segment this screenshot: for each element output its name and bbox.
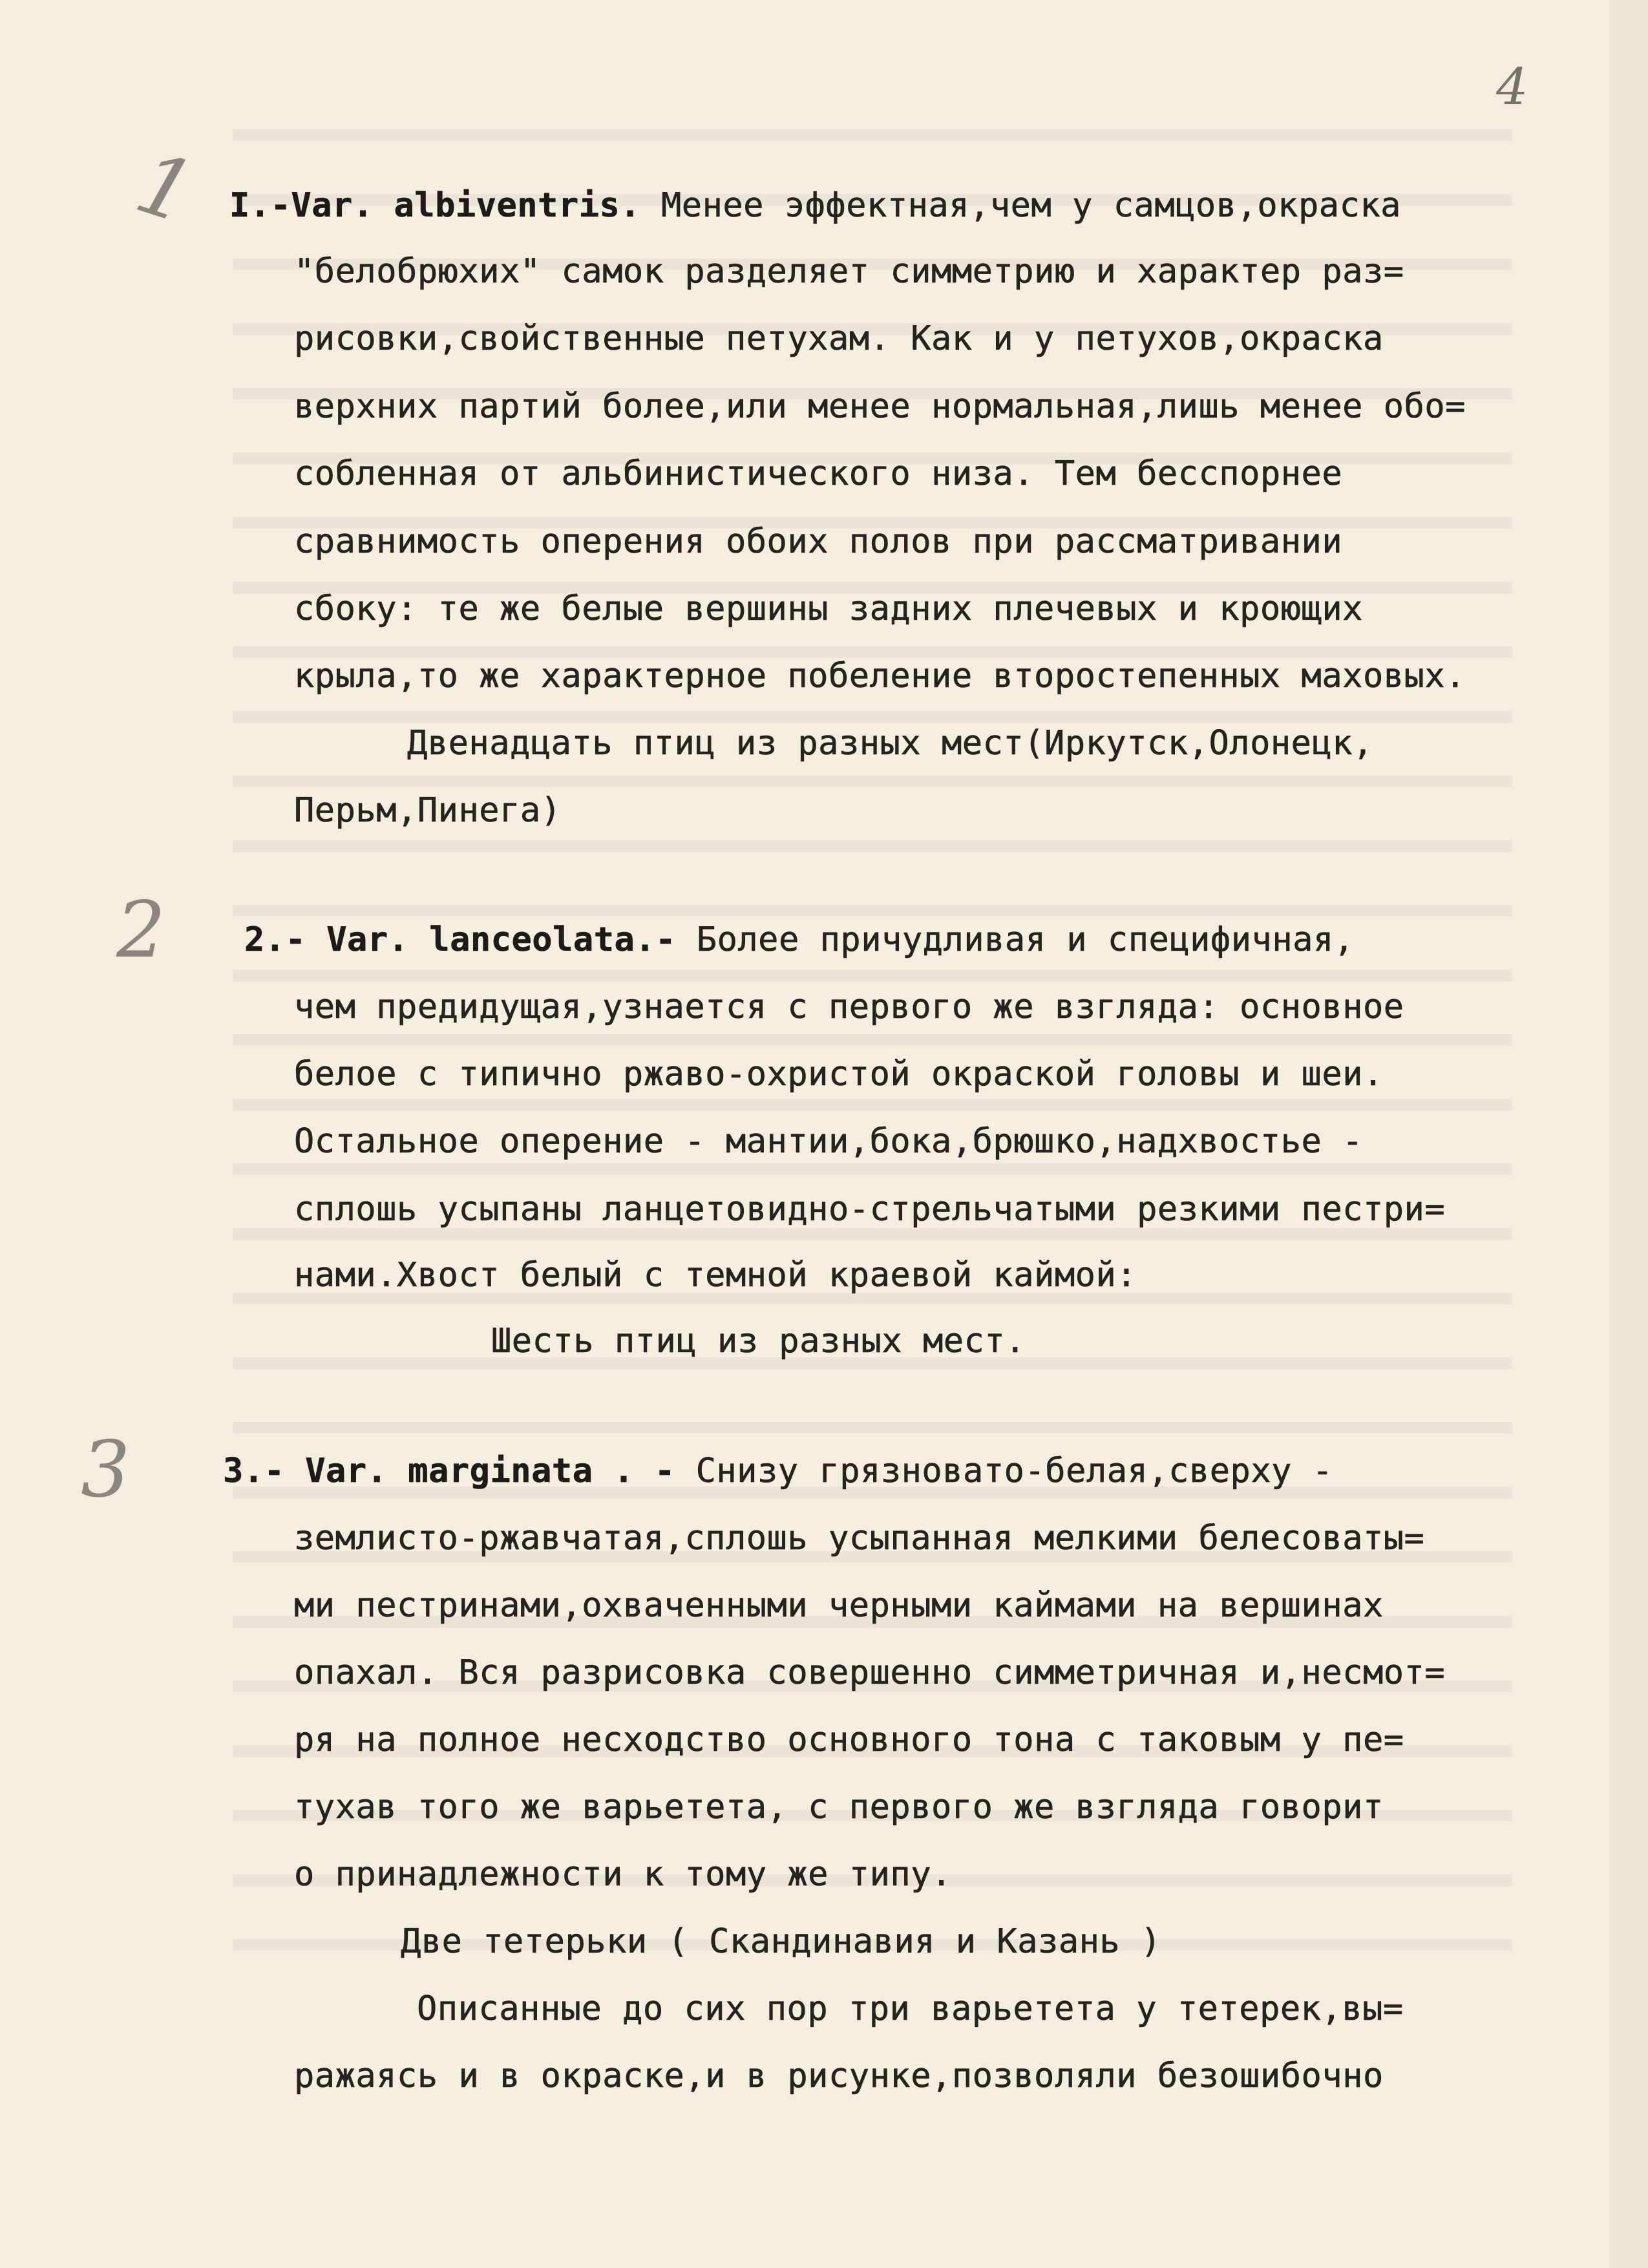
section-3-line-7: о принадлежности к тому же типу. xyxy=(294,1855,952,1894)
section-3-line-4: опахал. Вся разрисовка совершенно симметричная и,несмот= xyxy=(294,1653,1446,1692)
section-3-line-5: ря на полное несходство основного тона с таковым у пе= xyxy=(294,1721,1404,1759)
section-1-text: Менее эффектная,чем у самцов,окраска xyxy=(660,186,1401,225)
section-1-line-6: сравнимость оперения обоих полов при рассматривании xyxy=(294,522,1343,561)
closing-line-2: ражаясь и в окраске,и в рисунке,позволяли безошибочно xyxy=(294,2057,1384,2095)
section-1-note-2: Перьм,Пинега) xyxy=(294,791,562,830)
section-1-line-1 xyxy=(229,186,1401,225)
section-3-heading: 3.- Var. marginata . - xyxy=(223,1452,675,1490)
section-2-line-4: Остальное оперение - мантии,бока,брюшко,надхвостье - xyxy=(294,1122,1363,1161)
section-3-text: Снизу грязновато-белая,сверху - xyxy=(695,1452,1333,1490)
section-2-line-2: чем предидущая,узнается с первого же взгляда: основное xyxy=(294,988,1404,1026)
section-3-line-3: ми пестринами,охваченными черными каймами на вершинах xyxy=(294,1586,1384,1625)
section-1-heading: I.-Var. albiventris. xyxy=(229,186,641,225)
section-2-heading: 2.- Var. lanceolata.- xyxy=(244,920,676,959)
page-number: 4 xyxy=(1496,58,1528,116)
margin-mark-2: 2 xyxy=(116,885,166,975)
section-2-line-1 xyxy=(244,920,1355,959)
section-1-line-3: рисовки,свойственные петухам. Как и у петухов,окраска xyxy=(294,319,1384,358)
margin-mark-1: 1 xyxy=(125,132,207,244)
section-3-line-1 xyxy=(223,1454,1333,1488)
section-2-line-3: белое с типично ржаво-охристой окраской головы и шеи. xyxy=(294,1055,1384,1094)
section-2-note-1: Шесть птиц из разных мест. xyxy=(491,1322,1026,1361)
margin-mark-3: 3 xyxy=(81,1425,131,1515)
section-3-line-6: тухав того же варьетета, с первого же взгляда говорит xyxy=(294,1788,1384,1827)
paper-edge xyxy=(1609,0,1648,2268)
closing-line-1: Описанные до сих пор три варьетета у тетерек,вы= xyxy=(417,1989,1404,2028)
section-2-line-5: сплошь усыпаны ланцетовидно-стрельчатыми резкими пестри= xyxy=(294,1190,1446,1229)
section-1-line-7: сбоку: те же белые вершины задних плечевых и кроющих xyxy=(294,589,1363,628)
section-1-line-4: верхних партий более,или менее нормальная,лишь менее обо= xyxy=(294,387,1466,426)
section-3-note-1: Две тетерьки ( Скандинавия и Казань ) xyxy=(401,1922,1161,1961)
section-1-line-8: крыла,то же характерное побеление второстепенных маховых. xyxy=(294,657,1466,695)
section-1-line-2: "белобрюхих" самок разделяет симметрию и характер раз= xyxy=(294,252,1404,291)
section-1-line-5: собленная от альбинистического низа. Тем бесспорнее xyxy=(294,454,1343,493)
section-2-line-6: нами.Хвост белый с темной краевой каймой: xyxy=(294,1256,1137,1295)
section-1-note-1: Двенадцать птиц из разных мест(Иркутск,Олонецк, xyxy=(407,724,1373,763)
section-3-line-2: землисто-ржавчатая,сплошь усыпанная мелкими белесоваты= xyxy=(294,1519,1425,1558)
section-2-text: Более причудливая и специфичная, xyxy=(696,920,1355,959)
